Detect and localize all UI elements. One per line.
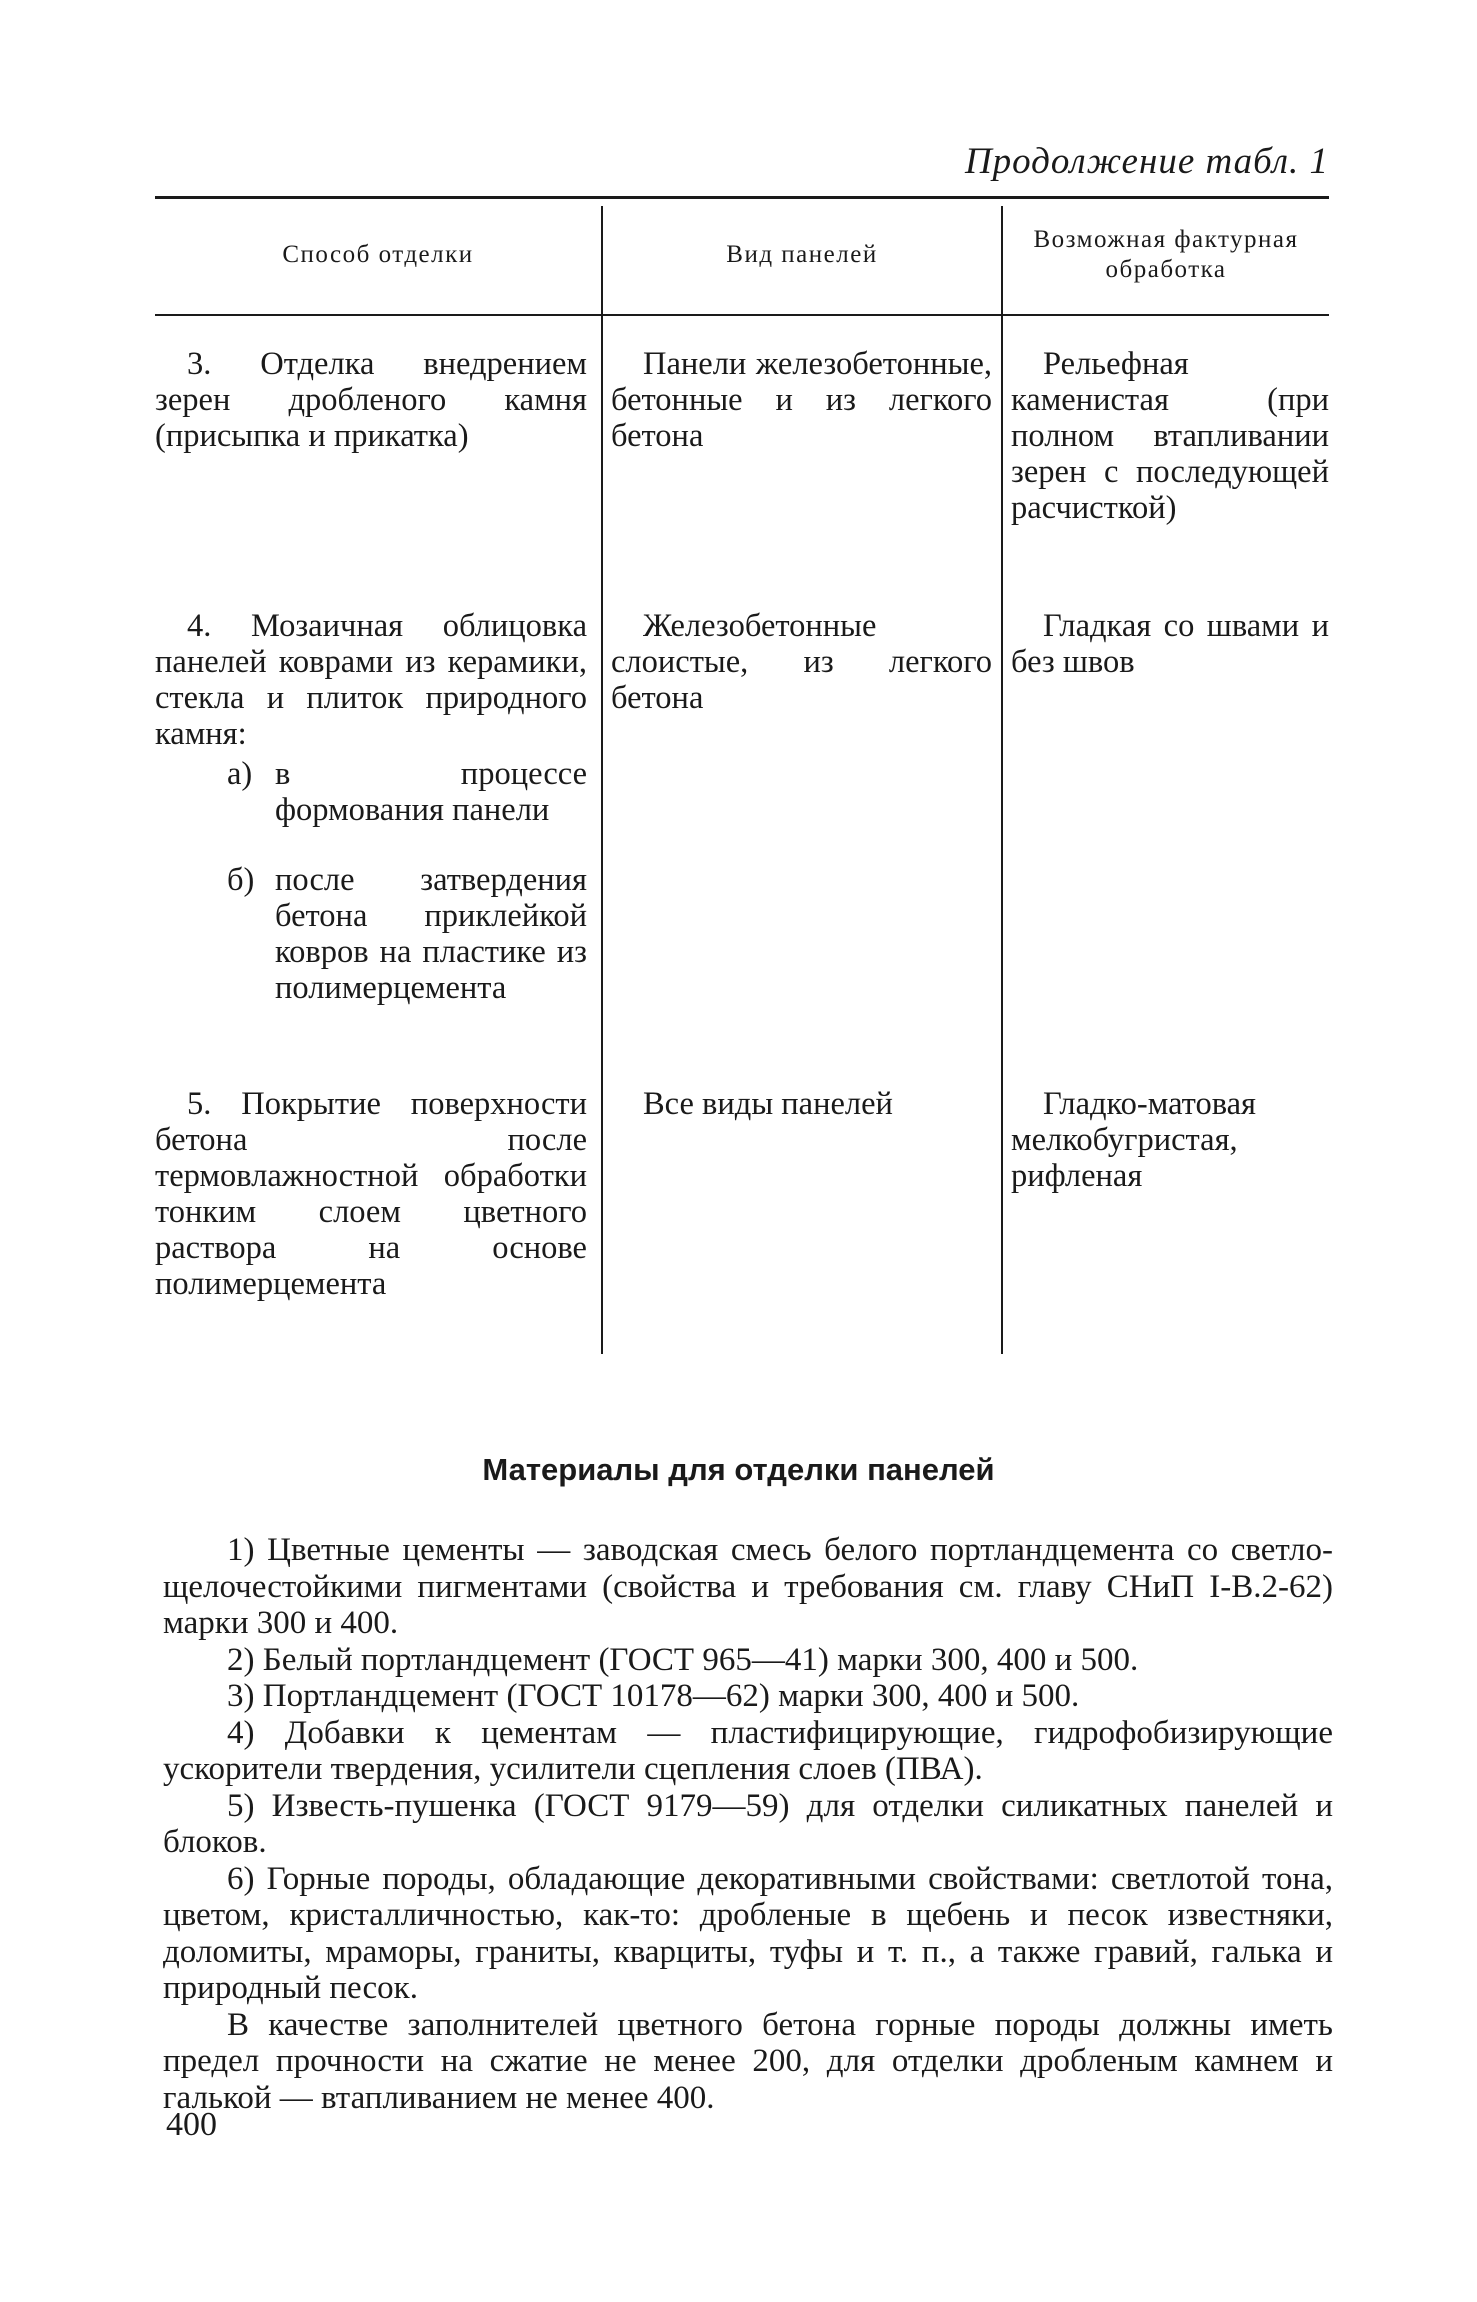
subitem-a-text: в процессе формования панели — [275, 756, 587, 828]
row-5-texture: Гладко-матовая мелкобугристая, рифленая — [1011, 1086, 1256, 1194]
row-3-texture: Рельефная каменистая (при полном втапливании зерен с последующей расчисткой) — [1011, 346, 1329, 526]
paragraph: 6) Горные породы, обладающие декоративными свойствами: светлотой тона, цветом, кристалличностью, как-то: дробленые в щебень и песок известняки, доломиты, мраморы, граниты, кварциты, туфы и т. п., а также гравий, галька и природный песок. — [163, 1860, 1333, 2006]
row-3-panels: Панели железобетонные, бетонные и из легкого бетона — [611, 346, 992, 454]
paragraph: В качестве заполнителей цветного бетона горные породы должны иметь предел прочности на сжатие не менее 200, для отделки дробленым камнем и галькой — втапливанием не менее 400. — [163, 2006, 1333, 2116]
table-continuation-label: Продолжение табл. 1 — [964, 141, 1329, 182]
row-4-method: 4. Мозаичная облицовка панелей коврами из керамики, стекла и плиток природного камня: — [155, 608, 587, 752]
column-header-method: Способ отделки — [282, 241, 474, 268]
paragraph: 1) Цветные цементы — заводская смесь белого портландцемента со светло-щелочестойкими пигментами (свойства и требования см. главу СНиП I-В.2-62) марки 300 и 400. — [163, 1532, 1333, 1641]
section-heading: Материалы для отделки панелей — [482, 1452, 995, 1487]
paragraph: 5) Известь-пушенка (ГОСТ 9179—59) для отделки силикатных панелей и блоков. — [163, 1787, 1333, 1860]
row-4-texture: Гладкая со швами и без швов — [1011, 608, 1329, 680]
row-3-method: 3. Отделка внедрением зерен дробленого камня (присыпка и прикатка) — [155, 346, 587, 454]
row-4-panels: Железобетонные слоистые, из легкого бетона — [611, 608, 992, 716]
column-divider-2 — [1001, 206, 1003, 1354]
subitem-a-marker: а) — [227, 756, 253, 792]
row-4-subitem-a — [227, 756, 587, 828]
page-number: 400 — [166, 2106, 217, 2143]
subitem-b-marker: б) — [227, 862, 255, 898]
finishing-methods-table — [155, 196, 1329, 1354]
section-body — [163, 1532, 1333, 2116]
paragraph: 3) Портландцемент (ГОСТ 10178—62) марки 300, 400 и 500. — [227, 1678, 1080, 1714]
column-header-texture: Возможная фактурная обработка — [1033, 226, 1299, 283]
row-5-method: 5. Покрытие поверхности бетона после термовлажностной обработки тонким слоем цветного раствора на основе полимерцемента — [155, 1086, 587, 1302]
paragraph: 2) Белый портландцемент (ГОСТ 965—41) марки 300, 400 и 500. — [227, 1641, 1139, 1678]
subitem-b-text: после затвердения бетона приклейкой ковров на пластике из полимерцемента — [275, 862, 587, 1006]
column-divider-1 — [601, 206, 603, 1354]
column-header-panels: Вид панелей — [726, 241, 878, 268]
row-4-subitem-b — [227, 862, 587, 1042]
table-header-rule — [155, 314, 1329, 316]
row-5-panels: Все виды панелей — [643, 1086, 893, 1122]
paragraph: 4) Добавки к цементам — пластифицирующие, гидрофобизирующие ускорители твердения, усилители сцепления слоев (ПВА). — [163, 1714, 1333, 1787]
